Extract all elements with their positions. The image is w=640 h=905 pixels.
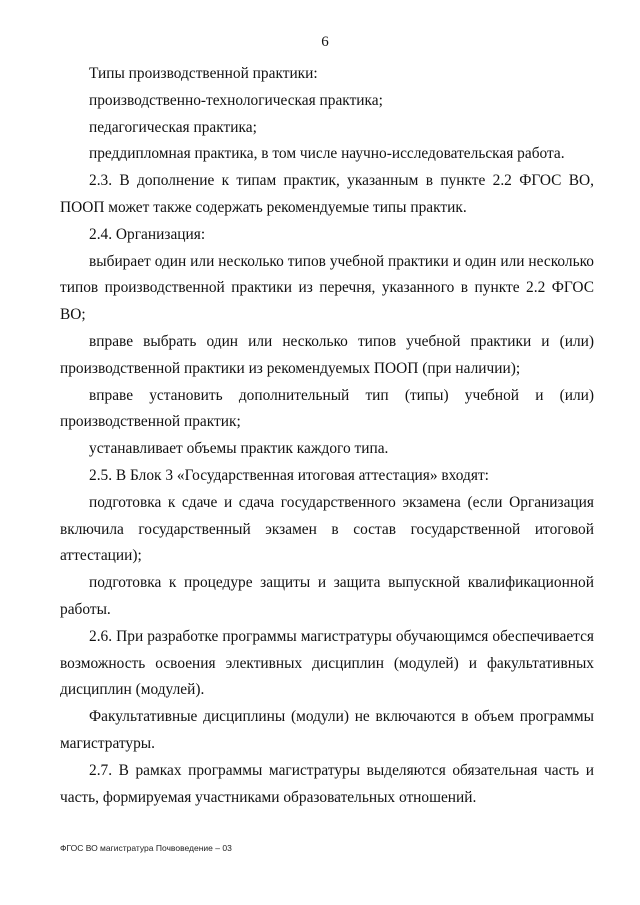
page-footer: ФГОС ВО магистратура Почвоведение – 03 xyxy=(60,843,232,853)
paragraph-pre-diploma-practice: преддипломная практика, в том числе научно-исследовательская работа. xyxy=(89,145,565,163)
paragraph-2-6: 2.6. При разработке программы магистратуры обучающимся обеспечивается возможность освоения элективных дисциплин (модулей) и факультативных дисциплин (модулей). xyxy=(60,627,594,699)
paragraph-thesis-defense: подготовка к процедуре защиты и защита выпускной квалификационной работы. xyxy=(60,574,594,618)
paragraph-may-choose-recommended: вправе выбрать один или несколько типов учебной практики и (или) производственной практики из рекомендуемых ПООП (при наличии); xyxy=(60,332,594,377)
paragraph-2-5: 2.5. В Блок 3 «Государственная итоговая аттестация» входят: xyxy=(89,466,489,484)
paragraph-state-exam: подготовка к сдаче и сдача государственного экзамена (если Организация включила государственный экзамен в состав государственной итоговой аттестации); xyxy=(60,493,594,565)
paragraph-optional-disciplines: Факультативные дисциплины (модули) не включаются в объем программы магистратуры. xyxy=(60,708,594,752)
paragraph-2-4-heading: 2.4. Организация: xyxy=(89,225,206,243)
paragraph-may-set-additional: вправе установить дополнительный тип (типы) учебной и (или) производственной практик; xyxy=(60,386,594,431)
paragraph-2-7: 2.7. В рамках программы магистратуры выделяются обязательная часть и часть, формируемая участниками образовательных отношений. xyxy=(60,761,594,806)
paragraph-chooses-practice-types: выбирает один или несколько типов учебной практики и один или несколько типов производственной практики из перечня, указанного в пункте 2.2 ФГОС ВО; xyxy=(60,252,594,324)
paragraph-production-practice-types: Типы производственной практики: xyxy=(89,65,318,82)
document-body xyxy=(60,61,594,811)
paragraph-sets-volumes: устанавливает объемы практик каждого типа. xyxy=(89,440,389,458)
paragraph-pedagogical-practice: педагогическая практика; xyxy=(89,118,257,136)
page-number: 6 xyxy=(321,34,329,50)
paragraph-2-3: 2.3. В дополнение к типам практик, указанным в пункте 2.2 ФГОС ВО, ПООП может также содержать рекомендуемые типы практик. xyxy=(60,172,594,216)
paragraph-production-technological-practice: производственно-технологическая практика; xyxy=(89,91,383,109)
